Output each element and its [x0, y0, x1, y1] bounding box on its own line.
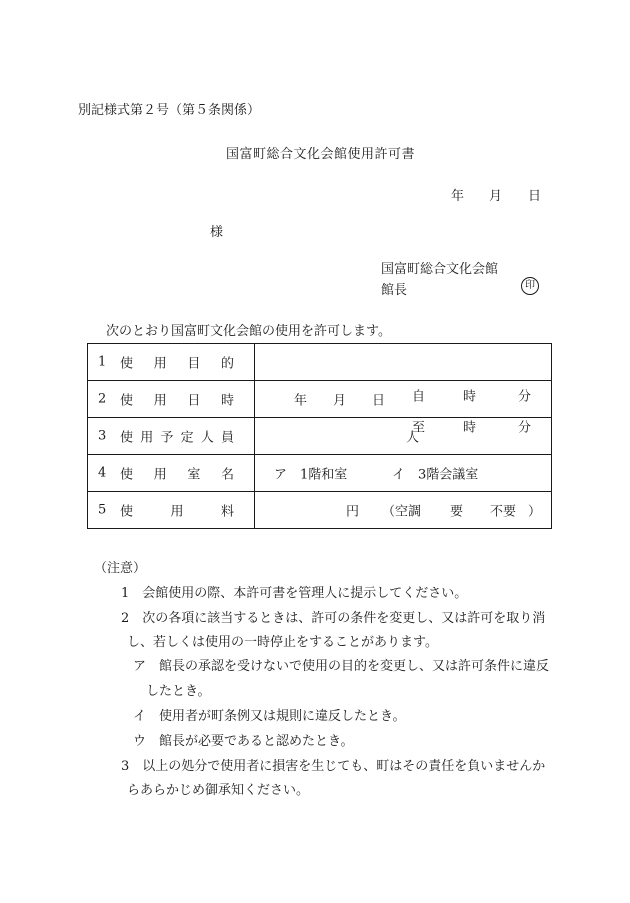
room-value-cell[interactable]	[255, 455, 552, 492]
document-title: 国富町総合文化会館使用許可書	[226, 147, 416, 162]
label-char: 時	[220, 393, 234, 409]
label-char: 使	[120, 430, 134, 446]
row-label-attendees	[88, 418, 255, 455]
table-row	[88, 455, 552, 492]
fee-aircon-close: ）	[528, 504, 542, 520]
note-item-3-line2: らあらかじめ御承知ください。	[127, 783, 310, 798]
note-sub-a-line1: ア 館長の承認を受けないで使用の目的を変更し、又は許可条件に違反	[133, 659, 550, 674]
row-label-fee	[88, 492, 255, 529]
dt-to: 至	[412, 420, 426, 436]
fee-yen: 円	[346, 504, 360, 520]
dt-to-hour: 時	[463, 420, 477, 436]
attendees-value-cell[interactable]	[255, 418, 552, 455]
purpose-value-cell[interactable]	[255, 344, 552, 381]
label-char: 定	[180, 430, 194, 446]
label-char: 室	[187, 467, 201, 483]
fee-value-cell[interactable]	[255, 492, 552, 529]
row-number: 1	[98, 354, 107, 370]
row-number: 2	[98, 391, 107, 407]
issuer-title: 館長	[381, 283, 408, 298]
note-item-2-line1: 2 次の各項に該当するときは、許可の条件を変更し、又は許可を取り消	[121, 611, 546, 626]
attendees-unit: 人	[406, 430, 420, 446]
note-item-3-line1: 3 以上の処分で使用者に損害を生じても、町はその責任を負いませんか	[121, 759, 546, 774]
row-number: 5	[98, 502, 107, 518]
label-char: 用	[153, 467, 167, 483]
date-month-label: 月	[489, 189, 503, 204]
label-char: 員	[220, 430, 234, 446]
recipient-suffix: 様	[210, 225, 224, 240]
dt-to-minute: 分	[518, 420, 532, 436]
label-char: 目	[187, 356, 201, 372]
seal-mark: 印	[521, 277, 539, 295]
table-row	[88, 418, 552, 455]
label-char: 用	[153, 393, 167, 409]
label-char: 人	[200, 430, 214, 446]
dt-from-minute: 分	[518, 389, 532, 405]
room-option-i[interactable]: 3階会議室	[418, 467, 479, 483]
label-char: 使	[120, 356, 134, 372]
table-row	[88, 344, 552, 381]
room-option-a[interactable]: 1階和室	[300, 467, 348, 483]
label-char: 料	[220, 504, 234, 520]
date-day-label: 日	[528, 189, 542, 204]
note-sub-i: イ 使用者が町条例又は規則に違反したとき。	[133, 709, 406, 724]
row-label-purpose	[88, 344, 255, 381]
label-char: 日	[187, 393, 201, 409]
usage-table	[87, 343, 552, 529]
row-label-room	[88, 455, 255, 492]
notes-heading: （注意）	[94, 561, 147, 576]
date-year-label: 年	[451, 189, 465, 204]
note-item-2-line2: し、若しくは使用の一時停止をすることがあります。	[127, 635, 438, 650]
label-char: 用	[153, 356, 167, 372]
label-char: 用	[170, 504, 184, 520]
label-char: 名	[220, 467, 234, 483]
dt-day: 日	[372, 393, 386, 409]
fee-aircon-required[interactable]: 要	[450, 504, 464, 520]
row-label-datetime	[88, 381, 255, 418]
note-sub-a-line2: したとき。	[146, 684, 211, 699]
dt-from: 自	[412, 389, 426, 405]
table-row	[88, 381, 552, 418]
label-char: 使	[120, 393, 134, 409]
note-item-1: 1 会館使用の際、本許可書を管理人に提示してください。	[121, 586, 468, 601]
fee-aircon-open: （空調	[382, 504, 422, 520]
row-number: 3	[98, 428, 107, 444]
issuer-organization: 国富町総合文化会館	[381, 262, 499, 277]
label-char: 使	[120, 504, 134, 520]
row-number: 4	[98, 465, 107, 481]
label-char: 使	[120, 467, 134, 483]
fee-aircon-not-required[interactable]: 不要	[490, 504, 517, 520]
dt-year: 年	[294, 393, 308, 409]
note-sub-u: ウ 館長が必要であると認めたとき。	[133, 734, 354, 749]
room-option-i-mark: イ	[392, 467, 406, 483]
dt-month: 月	[333, 393, 347, 409]
label-char: 的	[220, 356, 234, 372]
table-row	[88, 492, 552, 529]
dt-from-hour: 時	[463, 389, 477, 405]
intro-text: 次のとおり国富町文化会館の使用を許可します。	[106, 324, 391, 339]
room-option-a-mark: ア	[274, 467, 288, 483]
form-number: 別記様式第２号（第５条関係）	[78, 103, 261, 118]
label-char: 用	[140, 430, 154, 446]
datetime-value-cell[interactable]	[255, 381, 552, 436]
label-char: 予	[160, 430, 174, 446]
